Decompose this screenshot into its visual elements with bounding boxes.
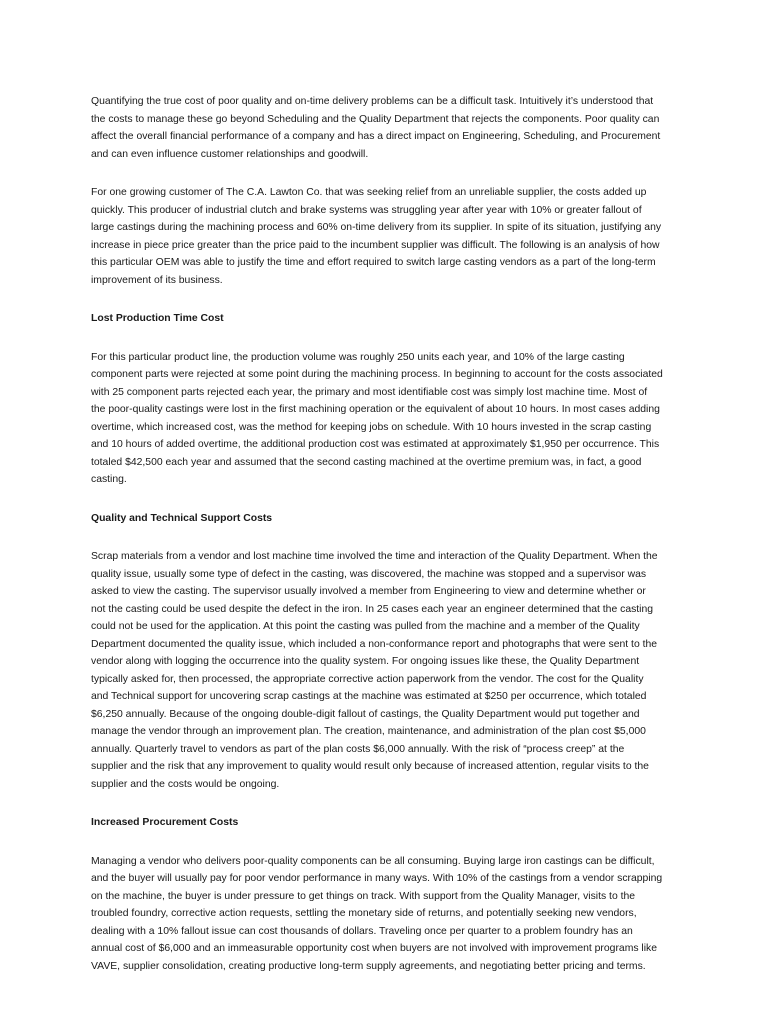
- text-line: supplier and the costs would be ongoing.: [91, 778, 280, 790]
- text-line: Department documented the quality issue, which included a non-conformance report and photographs that were sent to the: [91, 638, 658, 650]
- text-line: quickly. This producer of industrial clutch and brake systems was struggling year after year with 10% or greater fallout of: [91, 204, 642, 216]
- text-line: improvement of its business.: [91, 274, 223, 286]
- text-line: not the casting could be used despite the defect in the iron. In 25 cases each year an engineer determined that the casting: [91, 603, 654, 615]
- text-line: Quantifying the true cost of poor quality and on-time delivery problems can be a difficult task. Intuitively it’s understood that: [91, 96, 654, 107]
- text-line: could not be used for the application. At this point the casting was pulled from the machine and a member of the Quality: [91, 621, 640, 632]
- text-line: totaled $42,500 each year and assumed that the second casting machined at the overtime premium was, in fact, a good: [91, 456, 642, 468]
- text-line: quality issue, usually some type of defect in the casting, was discovered, the machine was stopped and a supervisor was: [91, 568, 647, 580]
- text-line: increase in piece price greater than the price paid to the incumbent supplier was difficult. The following is an analysis of how: [91, 239, 660, 251]
- text-line: large castings during the machining process and 60% on-time delivery from its supplier. In spite of its situation, justifying any: [91, 222, 662, 233]
- text-line: with 25 component parts rejected each year, the primary and most identifiable cost was simply lost machine time. Most of: [91, 386, 648, 398]
- text-line: this particular OEM was able to justify the time and effort required to switch large casting vendors as a part of the long-term: [91, 257, 656, 268]
- text-line: manage the vendor through an improvement plan. The creation, maintenance, and administration of the plan cost $5,000: [91, 726, 646, 737]
- paragraph-procurement: [91, 853, 689, 976]
- text-line: the costs to manage these go beyond Scheduling and the Quality Department that rejects the components. Poor quality can: [91, 113, 660, 125]
- text-line: overtime, which increased cost, was the method for keeping jobs on schedule. With 10 hours invested in the scrap casting: [91, 421, 652, 433]
- document-page: [91, 93, 689, 996]
- text-line: and can even influence customer relationships and goodwill.: [91, 148, 369, 160]
- text-line: asked to view the casting. The supervisor usually involved a member from Engineering to view and determine whether or: [91, 586, 646, 597]
- text-line: vendor along with logging the occurrence into the quality system. For ongoing issues like these, the Quality Department: [91, 656, 640, 667]
- text-line: and the buyer will usually pay for poor vendor performance in many ways. With 10% of the castings from a vendor scrapping: [91, 873, 663, 884]
- paragraph-quality-support: [91, 548, 689, 793]
- text-line: $6,250 annually. Because of the ongoing double-digit fallout of castings, the Quality Department would put together and: [91, 708, 640, 720]
- section-heading-quality-support: Quality and Technical Support Costs: [91, 512, 273, 524]
- text-line: affect the overall financial performance of a company and has a direct impact on Engineering, Scheduling, and Procurement: [91, 131, 661, 142]
- text-line: Scrap materials from a vendor and lost machine time involved the time and interaction of the Quality Department. When the: [91, 551, 658, 562]
- text-line: annual cost of $6,000 and an immeasurable opportunity cost when buyers are not involved with improvement programs like: [91, 943, 658, 954]
- text-line: VAVE, supplier consolidation, creating productive long-term supply agreements, and negotiating better pricing and terms.: [91, 960, 646, 972]
- text-line: troubled foundry, corrective action requests, settling the monetary side of returns, and potentially seeking new vendors,: [91, 908, 637, 919]
- text-line: casting.: [91, 474, 127, 485]
- paragraph-customer-case: [91, 184, 689, 289]
- text-line: component parts were rejected at some point during the machining process. In beginning to account for the costs associated: [91, 369, 663, 380]
- text-line: dealing with a 10% fallout issue can cost thousands of dollars. Traveling once per quarter to a problem foundry has an: [91, 925, 633, 937]
- paragraph-intro: [91, 93, 689, 163]
- text-line: For one growing customer of The C.A. Lawton Co. that was seeking relief from an unreliable supplier, the costs added up: [91, 187, 647, 198]
- text-line: For this particular product line, the production volume was roughly 250 units each year, and 10% of the large casting: [91, 351, 625, 363]
- text-line: Managing a vendor who delivers poor-quality components can be all consuming. Buying large iron castings can be difficult,: [91, 855, 655, 867]
- text-line: the poor-quality castings were lost in the first machining operation or the equivalent of about 10 hours. In most cases adding: [91, 404, 660, 415]
- text-line: and 10 hours of added overtime, the additional production cost was estimated at approximately $1,950 per occurrence. This: [91, 439, 660, 450]
- section-heading-lost-production: Lost Production Time Cost: [91, 313, 224, 324]
- section-heading-procurement: Increased Procurement Costs: [91, 817, 239, 828]
- text-line: supplier and the risk that any improvement to quality would result only because of increased attention, regular visits to the: [91, 761, 649, 772]
- text-line: typically asked for, then processed, the appropriate corrective action paperwork from the vendor. The cost for the Quality: [91, 673, 644, 685]
- text-line: on the machine, the buyer is under pressure to get things on track. With support from the Quality Manager, visits to the: [91, 890, 636, 902]
- paragraph-lost-production: [91, 349, 689, 489]
- text-line: and Technical support for uncovering scrap castings at the machine was estimated at $250 per occurrence, which totaled: [91, 691, 647, 702]
- text-line: annually. Quarterly travel to vendors as part of the plan costs $6,000 annually. With the risk of “process creep” at the: [91, 743, 625, 755]
